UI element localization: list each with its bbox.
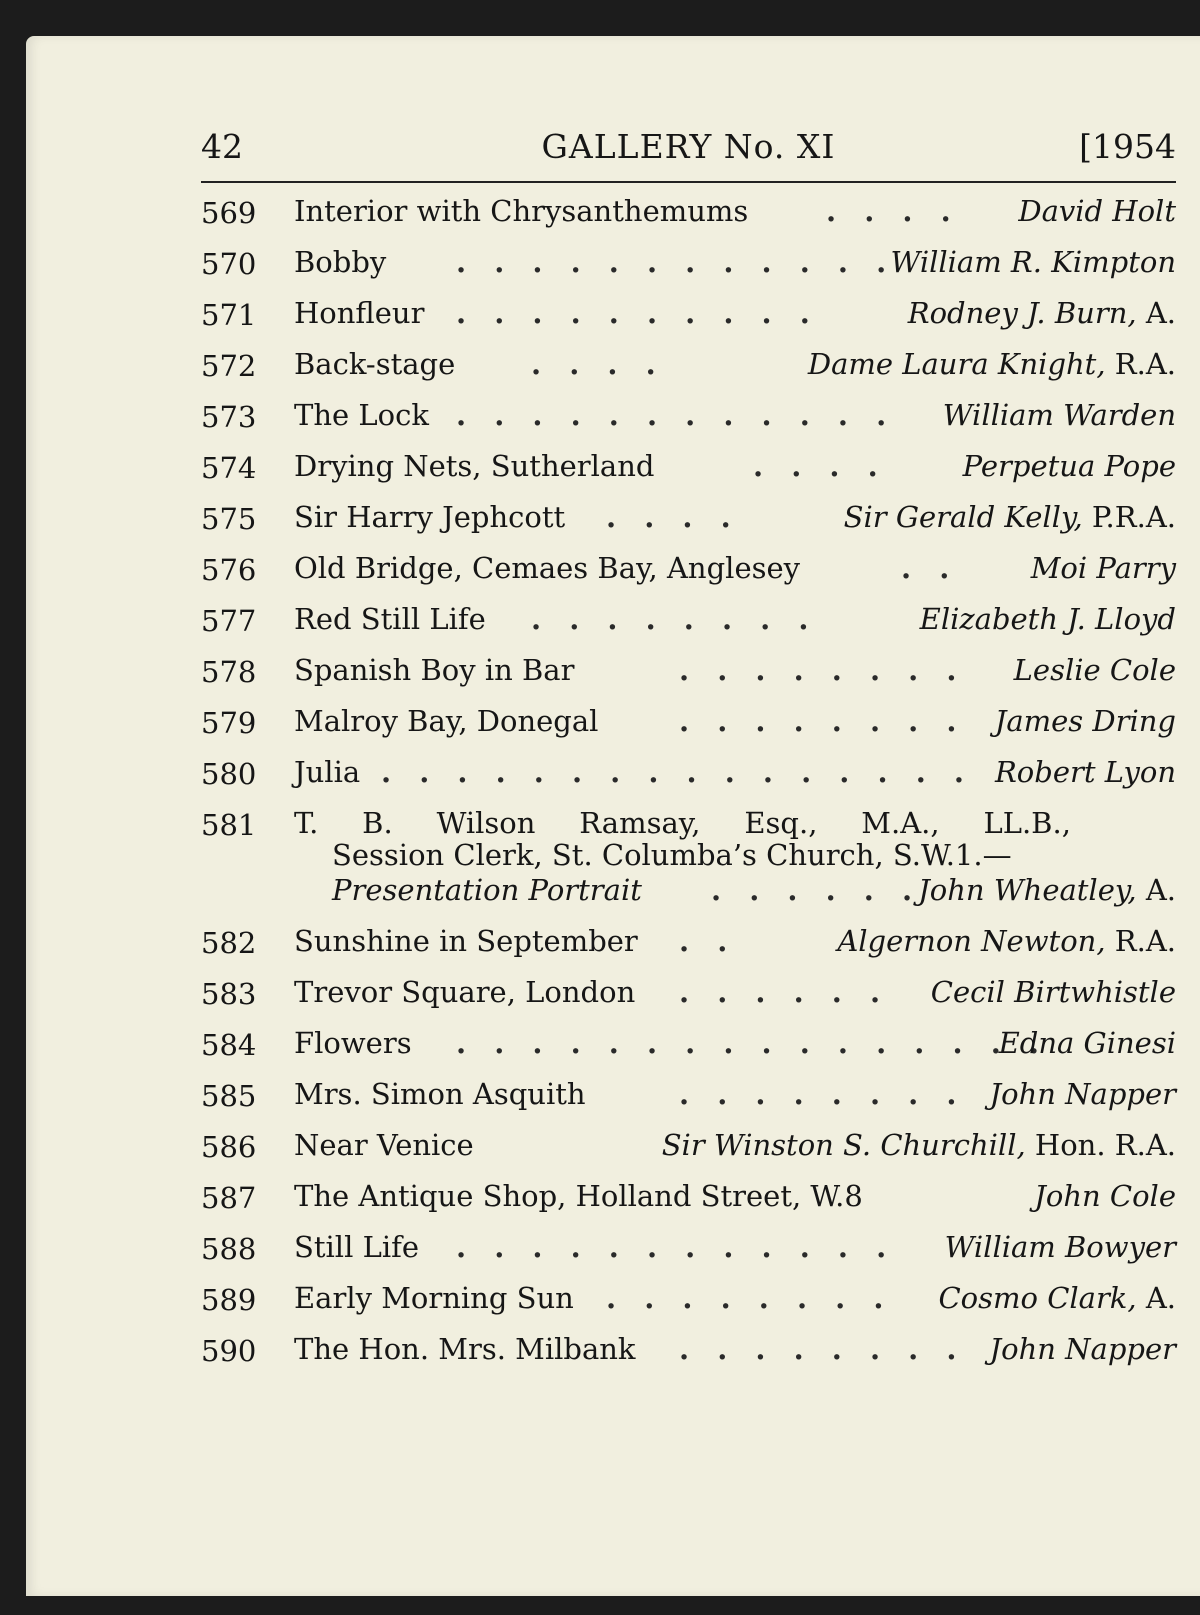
gallery-title: GALLERY No. XI [541, 127, 836, 166]
page-header [201, 124, 1176, 174]
entry-artist: Sir Winston S. Churchill, Hon. R.A. [661, 1128, 1176, 1162]
entry-artist: Algernon Newton, R.A. [837, 924, 1176, 958]
entry-artist: Leslie Cole [1013, 653, 1176, 687]
entry-number: 585 [201, 1079, 257, 1113]
list-item [201, 645, 1176, 696]
list-item [201, 1069, 1176, 1120]
entry-title: Sunshine in September [294, 924, 638, 958]
entry-number: 586 [201, 1130, 257, 1164]
entry-artist: Dame Laura Knight, R.A. [807, 347, 1176, 381]
dot-leaders: . . . . . . . . . . . . [456, 245, 896, 279]
dot-leaders: . . . . . . . . . . . . . . . . [456, 1026, 1048, 1060]
entry-title: Honfleur [294, 296, 425, 330]
entry-artist: Moi Parry [1030, 551, 1176, 585]
entry-title: Still Life [294, 1230, 419, 1264]
list-item [201, 441, 1176, 492]
entry-number: 583 [201, 977, 257, 1011]
entry-number: 577 [201, 604, 257, 638]
dot-leaders: . . [901, 551, 959, 585]
dot-leaders: . . . . . . . . [531, 602, 818, 636]
dot-leaders: . . . . . . [711, 873, 922, 907]
entry-number: 575 [201, 502, 257, 536]
entry-number: 590 [201, 1334, 257, 1368]
entry-title: Mrs. Simon Asquith [294, 1077, 586, 1111]
dot-leaders: . . . . . . . . [679, 1077, 966, 1111]
entry-title: Julia [294, 755, 361, 789]
entry-artist: William R. Kimpton [890, 245, 1176, 279]
entry-artist: Perpetua Pope [962, 449, 1176, 483]
entry-artist: William Warden [942, 398, 1176, 432]
entry-subtitle: Presentation Portrait [332, 873, 642, 907]
entry-artist: Elizabeth J. Lloyd [919, 602, 1176, 636]
dot-leaders: . . . . . . . . [679, 704, 966, 738]
dot-leaders: . . . . . . . . . . [456, 296, 819, 330]
dot-leaders: . . . . . . . . . . . . [456, 398, 896, 432]
list-item [201, 543, 1176, 594]
entry-artist: James Dring [994, 704, 1176, 738]
list-item [201, 1018, 1176, 1069]
entry-title: The Hon. Mrs. Milbank [294, 1332, 636, 1366]
list-item [201, 967, 1176, 1018]
dot-leaders: . . . . . . . . [679, 653, 966, 687]
entry-number: 569 [201, 196, 257, 230]
entry-number: 581 [201, 808, 257, 842]
entry-number: 582 [201, 926, 257, 960]
entry-number: 572 [201, 349, 257, 383]
list-item [201, 339, 1176, 390]
entry-title: T. B. Wilson Ramsay, Esq., M.A., LL.B., [294, 806, 1071, 840]
entry-number: 587 [201, 1181, 257, 1215]
list-item [201, 186, 1176, 237]
entry-number: 570 [201, 247, 257, 281]
dot-leaders: . . . . . . . . [679, 1332, 966, 1366]
dot-leaders: . . . . . . [679, 975, 890, 1009]
dot-leaders: . . . . [826, 194, 960, 228]
entry-artist: Sir Gerald Kelly, P.R.A. [843, 500, 1176, 534]
dot-leaders: . . . . [531, 347, 665, 381]
entry-number: 573 [201, 400, 257, 434]
entry-number: 580 [201, 757, 257, 791]
entry-artist: David Holt [1018, 194, 1176, 228]
entry-number: 589 [201, 1283, 257, 1317]
entry-number: 574 [201, 451, 257, 485]
dot-leaders: . . . . . . . . [606, 1281, 893, 1315]
entries-list [201, 186, 1176, 1375]
list-item [201, 594, 1176, 645]
catalogue-page [26, 36, 1200, 1596]
entry-title: Flowers [294, 1026, 412, 1060]
entry-title-line-2: Session Clerk, St. Columba’s Church, S.W.1.— [332, 838, 1012, 872]
entry-number: 576 [201, 553, 257, 587]
entry-title: Drying Nets, Sutherland [294, 449, 655, 483]
entry-artist: John Wheatley, A. [918, 873, 1176, 907]
entry-title: Red Still Life [294, 602, 486, 636]
header-rule [201, 181, 1176, 183]
entry-title: Sir Harry Jephcott [294, 500, 566, 534]
entry-title: Spanish Boy in Bar [294, 653, 575, 687]
entry-artist: William Bowyer [944, 1230, 1176, 1264]
dot-leaders: . . . . [606, 500, 740, 534]
dot-leaders: . . . . . . . . . . . . . . . . [381, 755, 973, 789]
entry-artist: Robert Lyon [994, 755, 1176, 789]
list-item [201, 747, 1176, 798]
entry-number: 578 [201, 655, 257, 689]
dot-leaders: . . . . [753, 449, 887, 483]
entry-number: 579 [201, 706, 257, 740]
year-label: [1954 [1079, 127, 1176, 166]
entry-artist: John Napper [989, 1332, 1176, 1366]
list-item [201, 288, 1176, 339]
list-item [201, 1273, 1176, 1324]
list-item [201, 1171, 1176, 1222]
entry-title: Malroy Bay, Donegal [294, 704, 599, 738]
entry-title: Interior with Chrysanthemums [294, 194, 749, 228]
entry-artist: Cecil Birtwhistle [930, 975, 1176, 1009]
list-item [201, 1222, 1176, 1273]
page-number: 42 [201, 127, 243, 166]
list-item [201, 798, 1176, 916]
list-item [201, 237, 1176, 288]
entry-title: Bobby [294, 245, 387, 279]
entry-title: The Lock [294, 398, 429, 432]
dot-leaders: . . [679, 924, 737, 958]
entry-title: Back-stage [294, 347, 456, 381]
list-item [201, 696, 1176, 747]
entry-number: 571 [201, 298, 257, 332]
entry-title: Near Venice [294, 1128, 474, 1162]
entry-number: 584 [201, 1028, 257, 1062]
entry-artist: Cosmo Clark, A. [938, 1281, 1176, 1315]
entry-number: 588 [201, 1232, 257, 1266]
entry-title: Early Morning Sun [294, 1281, 574, 1315]
entry-title: Old Bridge, Cemaes Bay, Anglesey [294, 551, 801, 585]
list-item [201, 1120, 1176, 1171]
list-item [201, 916, 1176, 967]
list-item [201, 492, 1176, 543]
entry-title: Trevor Square, London [294, 975, 636, 1009]
entry-artist: John Napper [989, 1077, 1176, 1111]
dot-leaders: . . . . . . . . . . . . [456, 1230, 896, 1264]
entry-artist: Edna Ginesi [998, 1026, 1176, 1060]
list-item [201, 1324, 1176, 1375]
entry-artist: John Cole [1034, 1179, 1176, 1213]
list-item [201, 390, 1176, 441]
entry-artist: Rodney J. Burn, A. [907, 296, 1176, 330]
entry-title: The Antique Shop, Holland Street, W.8 [294, 1179, 863, 1213]
